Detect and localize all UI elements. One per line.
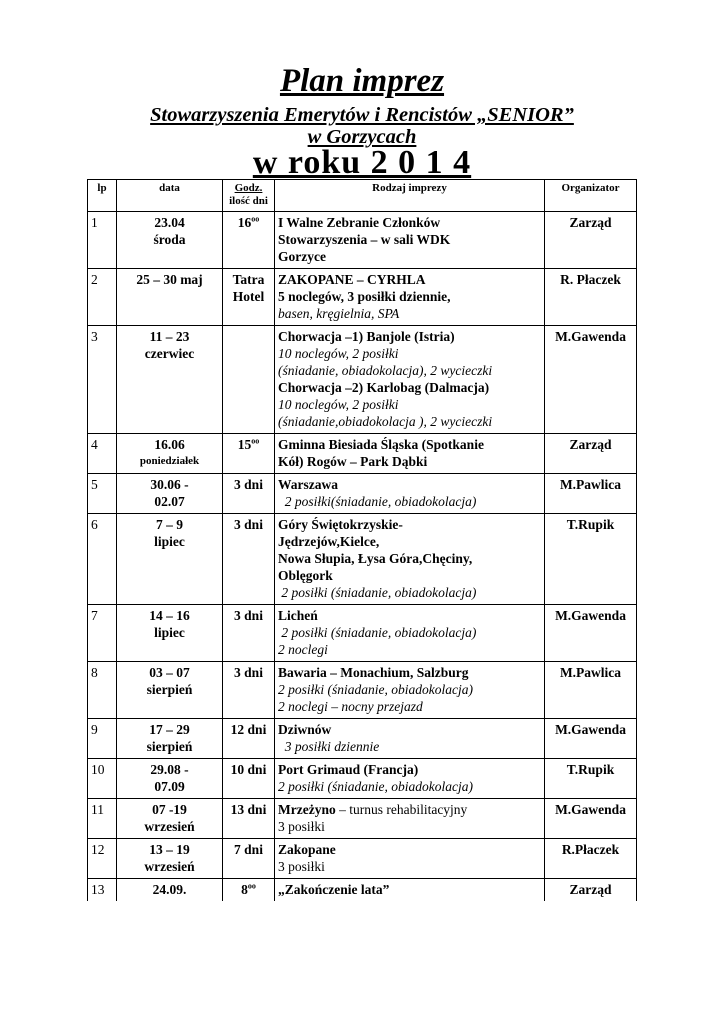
event-line: [278, 801, 541, 818]
row-lp: 11: [88, 799, 117, 839]
event-line: „Zakończenie lata”: [278, 882, 390, 897]
row-time: [223, 434, 275, 474]
event-line: I Walne Zebranie Członków: [278, 215, 441, 230]
row-lp: 3: [88, 326, 117, 434]
row-event: [275, 759, 545, 799]
table-row: [88, 719, 637, 759]
row-date: [117, 662, 223, 719]
row-date: [117, 719, 223, 759]
row-date: [117, 326, 223, 434]
row-event: [275, 434, 545, 474]
document-subtitle-location: w Gorzycach: [307, 126, 417, 148]
row-date-line2: środa: [153, 232, 186, 247]
row-lp: 2: [88, 269, 117, 326]
row-organizer: T.Rupik: [545, 759, 637, 799]
event-line: Oblęgork: [278, 568, 333, 583]
event-line-desc: – turnus rehabilitacyjny: [335, 802, 468, 817]
table-row: [88, 269, 637, 326]
row-time: 3 dni: [223, 662, 275, 719]
row-date-line1: 03 – 07: [149, 665, 190, 680]
event-line: Nowa Słupia, Łysa Góra,Chęciny,: [278, 551, 473, 566]
event-line: 2 posiłki (śniadanie, obiadokolacja): [278, 779, 473, 794]
event-line-place: Mrzeżyno: [278, 802, 336, 817]
row-date: [117, 212, 223, 269]
table-row: [88, 759, 637, 799]
row-date-line1: 17 – 29: [149, 722, 190, 737]
row-date-line1: 29.08 -: [150, 762, 189, 777]
row-event: [275, 799, 545, 839]
event-line: Gminna Biesiada Śląska (Spotkanie: [278, 437, 484, 452]
document-year-heading: w roku 2 0 1 4: [252, 144, 472, 181]
table-row: [88, 212, 637, 269]
row-time: 13 dni: [223, 799, 275, 839]
events-table: [87, 179, 637, 901]
row-event: [275, 719, 545, 759]
row-lp: 5: [88, 474, 117, 514]
table-row: [88, 434, 637, 474]
row-organizer: M.Pawlica: [545, 662, 637, 719]
row-organizer: M.Pawlica: [545, 474, 637, 514]
table-row: [88, 326, 637, 434]
row-event: [275, 662, 545, 719]
table-row: [88, 879, 637, 902]
row-date: [117, 839, 223, 879]
table-row: [88, 799, 637, 839]
row-time-value: 15: [237, 437, 252, 452]
row-time: 3 dni: [223, 474, 275, 514]
row-time-value: Tatra: [232, 272, 265, 287]
row-time-sup: oo: [251, 436, 260, 446]
row-event: [275, 474, 545, 514]
row-date-line1: 24.09.: [152, 882, 187, 897]
event-line: Bawaria – Monachium, Salzburg: [278, 665, 469, 680]
row-date-line2: wrzesień: [144, 819, 195, 834]
row-date-line2: 07.09: [154, 779, 185, 794]
row-date-line1: 07 -19: [152, 802, 187, 817]
table-row: [88, 605, 637, 662]
event-line: (śniadanie, obiadokolacja), 2 wycieczki: [278, 363, 493, 378]
row-time-sup: oo: [247, 881, 256, 891]
table-header-row: [88, 180, 637, 212]
row-lp: 7: [88, 605, 117, 662]
row-date-line2: sierpień: [146, 739, 193, 754]
table-row: [88, 514, 637, 605]
event-line: 3 posiłki: [278, 859, 325, 874]
event-line: Góry Świętokrzyskie-: [278, 517, 403, 532]
header-data: data: [117, 180, 223, 212]
header-godz-line1: Godz.: [234, 182, 263, 194]
header-godz: [223, 180, 275, 212]
row-organizer: M.Gawenda: [545, 799, 637, 839]
row-time-value: 8: [241, 882, 248, 897]
row-date-line2: 02.07: [154, 494, 185, 509]
event-line: Stowarzyszenia – w sali WDK: [278, 232, 451, 247]
row-date: [117, 434, 223, 474]
event-line: Zakopane: [278, 842, 336, 857]
row-date: [117, 605, 223, 662]
row-time: [223, 879, 275, 902]
event-line: Kół) Rogów – Park Dąbki: [278, 454, 428, 469]
row-organizer: R.Płaczek: [545, 839, 637, 879]
row-date: [117, 514, 223, 605]
event-line: 2 noclegi: [278, 642, 328, 657]
event-line: Chorwacja –2) Karlobag (Dalmacja): [278, 380, 490, 395]
event-line: (śniadanie,obiadokolacja ), 2 wycieczki: [278, 414, 493, 429]
row-lp: 6: [88, 514, 117, 605]
event-line: 2 posiłki (śniadanie, obiadokolacja): [278, 585, 477, 600]
document-subtitle-organization: Stowarzyszenia Emerytów i Rencistów „SENIOR”: [150, 104, 574, 126]
row-event: [275, 879, 545, 902]
table-row: [88, 474, 637, 514]
row-time-sup: oo: [251, 214, 260, 224]
event-line: 2 noclegi – nocny przejazd: [278, 699, 423, 714]
event-line: Warszawa: [278, 477, 338, 492]
row-event: [275, 269, 545, 326]
row-organizer: T.Rupik: [545, 514, 637, 605]
header-godz-line2: ilość dni: [229, 195, 268, 207]
row-time: 3 dni: [223, 605, 275, 662]
row-time: 12 dni: [223, 719, 275, 759]
event-line: 10 noclegów, 2 posiłki: [278, 346, 399, 361]
row-date-line2: lipiec: [154, 625, 185, 640]
row-date-line2: sierpień: [146, 682, 193, 697]
row-time: 10 dni: [223, 759, 275, 799]
row-lp: 1: [88, 212, 117, 269]
row-time: [223, 269, 275, 326]
row-organizer: M.Gawenda: [545, 605, 637, 662]
row-time-value: 16: [237, 215, 252, 230]
event-line: 3 posiłki: [278, 819, 325, 834]
row-event: [275, 839, 545, 879]
row-event: [275, 326, 545, 434]
row-date-line1: 23.04: [154, 215, 185, 230]
row-organizer: Zarząd: [545, 434, 637, 474]
document-title: Plan imprez: [279, 63, 445, 99]
row-date-line1: 25 – 30 maj: [136, 272, 203, 287]
row-lp: 9: [88, 719, 117, 759]
event-line: ZAKOPANE – CYRHLA: [278, 272, 426, 287]
event-line: basen, kręgielnia, SPA: [278, 306, 400, 321]
row-date-line1: 11 – 23: [149, 329, 190, 344]
event-line: Chorwacja –1) Banjole (Istria): [278, 329, 455, 344]
table-row: [88, 839, 637, 879]
row-date-line2: wrzesień: [144, 859, 195, 874]
event-line: Dziwnów: [278, 722, 332, 737]
event-line: 3 posiłki dziennie: [278, 739, 380, 754]
row-date-line1: 13 – 19: [149, 842, 190, 857]
event-line: 2 posiłki (śniadanie, obiadokolacja): [278, 682, 473, 697]
row-date-line2: czerwiec: [144, 346, 195, 361]
row-time: [223, 326, 275, 434]
row-date: [117, 474, 223, 514]
row-date-line1: 7 – 9: [156, 517, 183, 532]
row-organizer: Zarząd: [545, 879, 637, 902]
row-date-line2: poniedziałek: [139, 455, 200, 467]
row-time: [223, 212, 275, 269]
row-date: [117, 879, 223, 902]
event-line: Jędrzejów,Kielce,: [278, 534, 380, 549]
row-time: 3 dni: [223, 514, 275, 605]
row-lp: 4: [88, 434, 117, 474]
row-lp: 10: [88, 759, 117, 799]
event-line: 5 noclegów, 3 posiłki dziennie,: [278, 289, 451, 304]
row-organizer: Zarząd: [545, 212, 637, 269]
row-date-line2: lipiec: [154, 534, 185, 549]
event-line: Gorzyce: [278, 249, 326, 264]
row-time-value2: Hotel: [232, 289, 265, 304]
row-date-line1: 14 – 16: [149, 608, 190, 623]
event-line: Licheń: [278, 608, 318, 623]
header-lp: lp: [88, 180, 117, 212]
event-line: 10 noclegów, 2 posiłki: [278, 397, 399, 412]
header-organizator: Organizator: [545, 180, 637, 212]
row-lp: 12: [88, 839, 117, 879]
row-organizer: M.Gawenda: [545, 719, 637, 759]
row-lp: 8: [88, 662, 117, 719]
row-organizer: R. Płaczek: [545, 269, 637, 326]
row-time: 7 dni: [223, 839, 275, 879]
row-event: [275, 212, 545, 269]
row-lp: 13: [88, 879, 117, 902]
row-event: [275, 605, 545, 662]
row-date: [117, 799, 223, 839]
header-rodzaj: Rodzaj imprezy: [275, 180, 545, 212]
event-line: Port Grimaud (Francja): [278, 762, 419, 777]
table-row: [88, 662, 637, 719]
row-date-line1: 30.06 -: [150, 477, 189, 492]
event-line: 2 posiłki (śniadanie, obiadokolacja): [278, 625, 477, 640]
row-date: [117, 269, 223, 326]
event-line: 2 posiłki(śniadanie, obiadokolacja): [278, 494, 477, 509]
row-date-line1: 16.06: [154, 437, 185, 452]
row-date: [117, 759, 223, 799]
row-organizer: M.Gawenda: [545, 326, 637, 434]
row-event: [275, 514, 545, 605]
